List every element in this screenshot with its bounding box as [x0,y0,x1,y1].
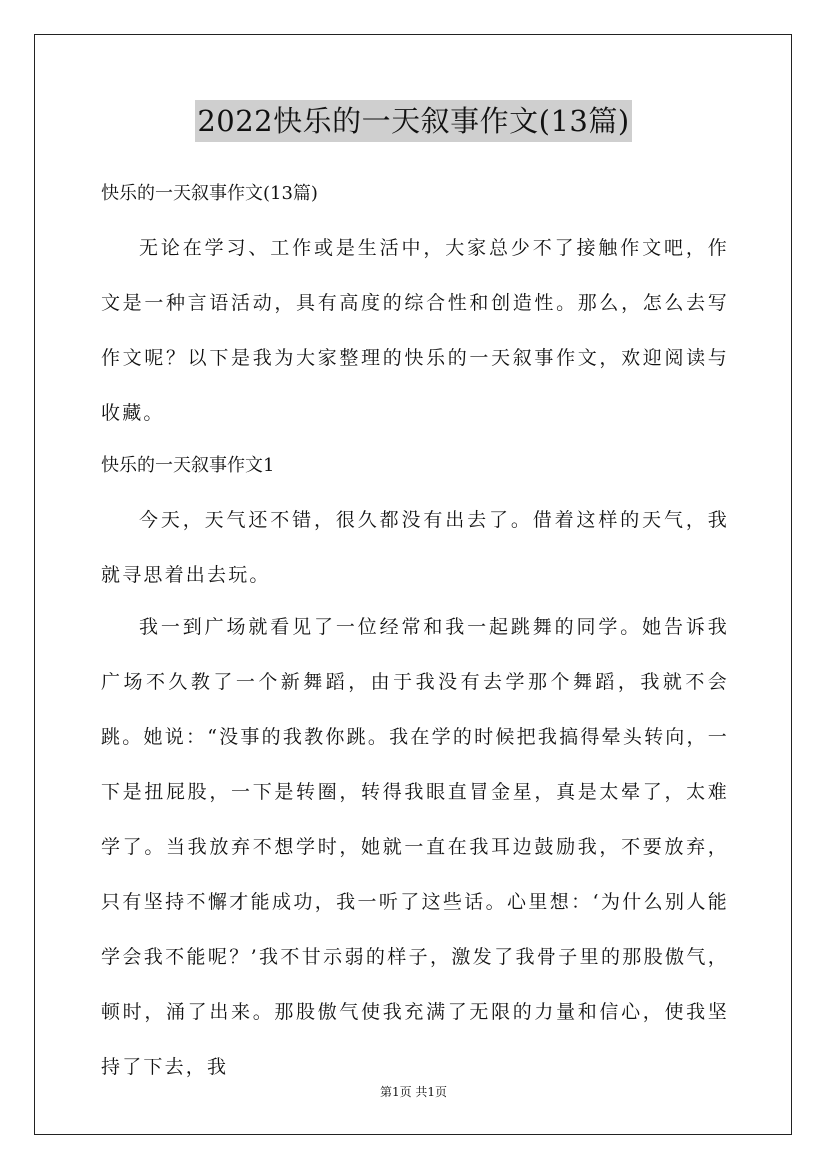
intro-paragraph: 无论在学习、工作或是生活中，大家总少不了接触作文吧，作文是一种言语活动，具有高度的综合性和创造性。那么，怎么去写作文呢？以下是我为大家整理的快乐的一天叙事作文，欢迎阅读与收藏。 [101,237,729,424]
body-paragraph-1: 今天，天气还不错，很久都没有出去了。借着这样的天气，我就寻思着出去玩。 [101,509,729,586]
document-title: 2022快乐的一天叙事作文(13篇) [195,100,631,142]
body-paragraph-2: 我一到广场就看见了一位经常和我一起跳舞的同学。她告诉我广场不久教了一个新舞蹈，由于我没有去学那个舞蹈，我就不会跳。她说：“没事的我教你跳。我在学的时候把我搞得晕头转向，一下是扭屁股，一下是转圈，转得我眼直冒金星，真是太晕了，太难学了。当我放弃不想学时，她就一直在我耳边鼓励我，不要放弃，只有坚持不懈才能成功，我一听了这些话。心里想：‘为什么别人能学会我不能呢？’我不甘示弱的样子，激发了我骨子里的那股傲气，顿时，涌了出来。那股傲气使我充满了无限的力量和信心，使我坚持了下去，我 [101,616,729,1078]
document-subtitle: 快乐的一天叙事作文(13篇) [101,183,318,204]
title-container [0,100,827,142]
page-footer: 第1页 共1页 [379,1085,448,1099]
section-heading: 快乐的一天叙事作文1 [101,455,275,476]
